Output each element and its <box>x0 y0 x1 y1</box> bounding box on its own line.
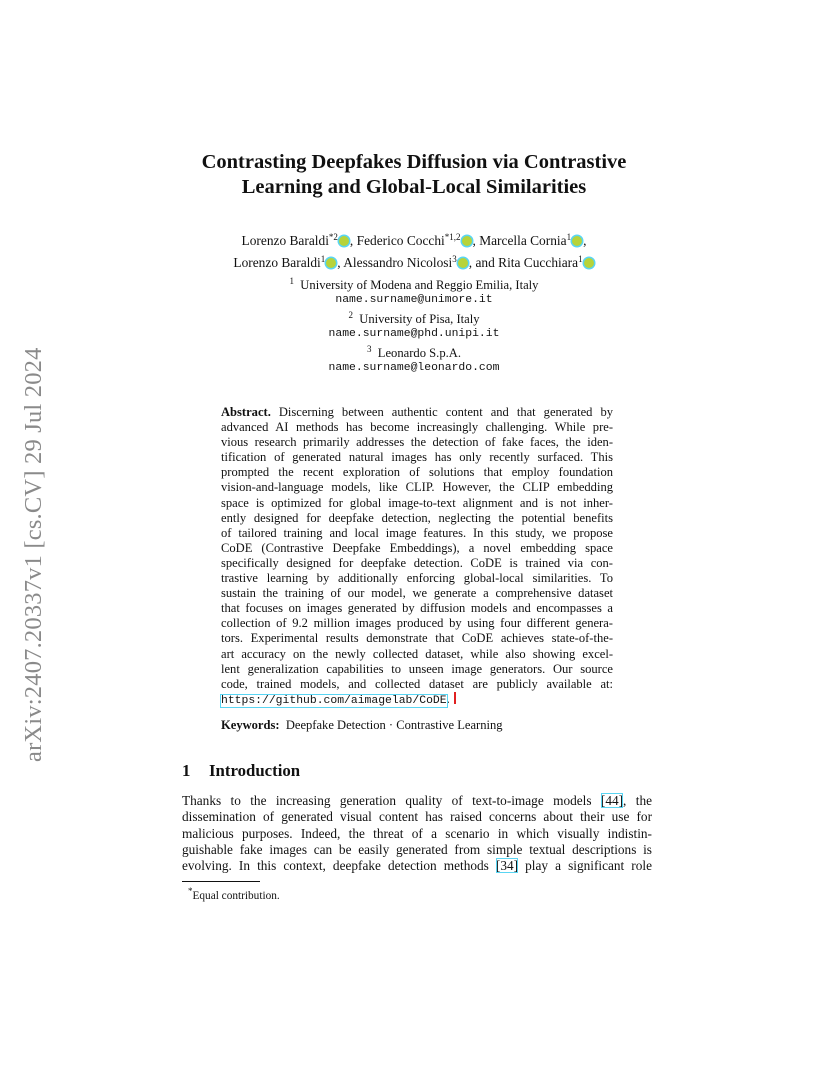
author-sup: 3 <box>452 254 457 264</box>
intro-paragraph <box>182 793 652 874</box>
author-sup: 1 <box>566 232 572 242</box>
author-sup: 1 <box>320 254 326 264</box>
section-number: 1 <box>182 761 191 780</box>
abstract-line: tors. Experimental results demonstrate that CoDE achieves state-of-the- <box>221 631 613 646</box>
orcid-icon[interactable] <box>326 258 336 268</box>
section-heading <box>182 761 300 781</box>
orcid-icon[interactable] <box>584 258 594 268</box>
abstract-line: space is optimized for global image-to-text alignment and is not inher- <box>221 495 613 510</box>
affiliation-sup: 2 <box>348 309 353 320</box>
affiliation-name <box>100 274 728 293</box>
link-period: . <box>446 691 450 706</box>
abstract-line: that focuses on images generated by diffusion models and encompasses a <box>221 601 613 616</box>
orcid-icon[interactable] <box>458 258 468 268</box>
affiliation-sup: 3 <box>366 343 372 354</box>
citation-link[interactable]: [34] <box>495 858 519 874</box>
affiliation-email: name.surname@unimore.it <box>335 293 493 306</box>
footnote-marker: * <box>188 886 193 896</box>
abstract-line <box>221 692 613 707</box>
author-name: Lorenzo Baraldi <box>241 233 329 248</box>
intro-line: guishable fake images can be easily generated from simple textual descriptions is <box>182 841 652 857</box>
abstract-line: collection of 9.2 million images produced by using four different genera- <box>221 616 613 631</box>
abstract-line: tification of generated natural images has only recently surfaced. This <box>221 450 613 465</box>
intro-line: malicious purposes. Indeed, the threat of a scenario in which visually indistin- <box>182 825 652 841</box>
affiliation-email: name.surname@phd.unipi.it <box>328 327 500 340</box>
abstract-line <box>221 405 613 420</box>
arxiv-identifier: arXiv:2407.20337v1 [cs.CV] 29 Jul 2024 <box>20 347 47 762</box>
abstract-line: vision-and-language models, like CLIP. However, the CLIP embedding <box>221 480 613 495</box>
section-title: Introduction <box>209 761 301 780</box>
affiliation-text: University of Modena and Reggio Emilia, Italy <box>300 278 539 292</box>
intro-text: play a significant role <box>518 858 652 874</box>
paper-title <box>100 150 728 200</box>
intro-line <box>182 858 652 874</box>
affiliation-name <box>100 342 728 361</box>
abstract-line: specifically designed for deepfake detection. CoDE is trained via con- <box>221 555 613 570</box>
orcid-icon[interactable] <box>339 236 349 246</box>
abstract-line: code, trained models, and collected dataset are publicly available at: <box>221 676 613 691</box>
abstract-text: Discerning between authentic content and that generated by <box>278 405 614 419</box>
orcid-icon[interactable] <box>462 236 472 246</box>
author-sup: *1,2 <box>444 232 461 242</box>
author-sup: *2 <box>328 232 338 242</box>
citation-link[interactable]: [44] <box>600 793 624 808</box>
author-list <box>100 228 728 272</box>
author-line: Lorenzo Baraldi$^1$ , Alessandro Nicolosi$^3$ , and Rita Cucchiara$^1$ <box>100 250 728 272</box>
abstract-line: advanced AI methods has become increasingly challenging. While pre- <box>221 420 613 435</box>
affiliation-name <box>100 308 728 327</box>
abstract-line: vious research primarily addresses the detection of fake faces, the iden- <box>221 435 613 450</box>
orcid-icon[interactable] <box>572 236 582 246</box>
abstract-line: prompted the recent exploration of solutions that employ foundation <box>221 465 613 480</box>
footnote-rule <box>182 881 260 882</box>
affiliation-sup: 1 <box>289 276 294 286</box>
author-line: Lorenzo Baraldi$^{*2}$ , Federico Cocchi$^{*1,2}$ , Marcella Cornia$^1$ , <box>241 232 587 248</box>
footnote-text: Equal contribution. <box>192 890 280 902</box>
abstract-line: CoDE (Contrastive Deepfake Embeddings), a novel embedding space <box>221 540 613 555</box>
abstract-line: art accuracy on the newly collected dataset, while also showing excel- <box>221 646 613 661</box>
abstract <box>221 405 613 707</box>
affiliation-email: name.surname@leonardo.com <box>328 361 500 374</box>
intro-text: , the <box>623 793 652 808</box>
intro-line: dissemination of generated visual content has raised concerns about their use for <box>182 809 652 825</box>
abstract-line: ently designed for deepfake detection, neglecting the potential benefits <box>221 510 613 525</box>
author-name: Alessandro Nicolosi <box>343 255 453 270</box>
text-cursor-mark <box>454 692 456 704</box>
keywords-label: Keywords: <box>221 718 280 732</box>
author-name: Marcella Cornia <box>479 233 567 248</box>
title-line: Learning and Global-Local Similarities <box>241 176 587 198</box>
author-name: Lorenzo Baraldi <box>233 255 321 270</box>
affiliation-text: University of Pisa, Italy <box>359 311 480 326</box>
abstract-line: sustain the training of our model, we generate a comprehensive dataset <box>221 586 613 601</box>
author-sup: 1 <box>578 254 583 264</box>
abstract-line: of tailored training and local image features. In this study, we propose <box>221 525 613 540</box>
affiliation-text: Leonardo S.p.A. <box>377 345 462 360</box>
footnote <box>188 886 280 902</box>
github-link[interactable]: https://github.com/aimagelab/CoDE <box>221 694 447 707</box>
abstract-line: trastive learning by additionally enforcing global-local similarities. To <box>221 571 613 586</box>
author-name: Rita Cucchiara <box>498 255 579 270</box>
intro-text: evolving. In this context, deepfake detection methods <box>182 858 496 874</box>
title-line: Contrasting Deepfakes Diffusion via Contrastive <box>201 151 627 173</box>
affiliations <box>100 274 728 375</box>
abstract-label: Abstract. <box>221 405 271 419</box>
author-and: and <box>475 255 495 270</box>
keywords <box>221 718 613 733</box>
abstract-line: lent generalization capabilities to unseen image generators. Our source <box>221 661 613 676</box>
keywords-text: Deepfake Detection · Contrastive Learning <box>285 718 503 732</box>
intro-text: Thanks to the increasing generation quality of text-to-image models <box>182 793 601 808</box>
intro-line <box>182 793 652 809</box>
author-name: Federico Cocchi <box>356 233 445 248</box>
